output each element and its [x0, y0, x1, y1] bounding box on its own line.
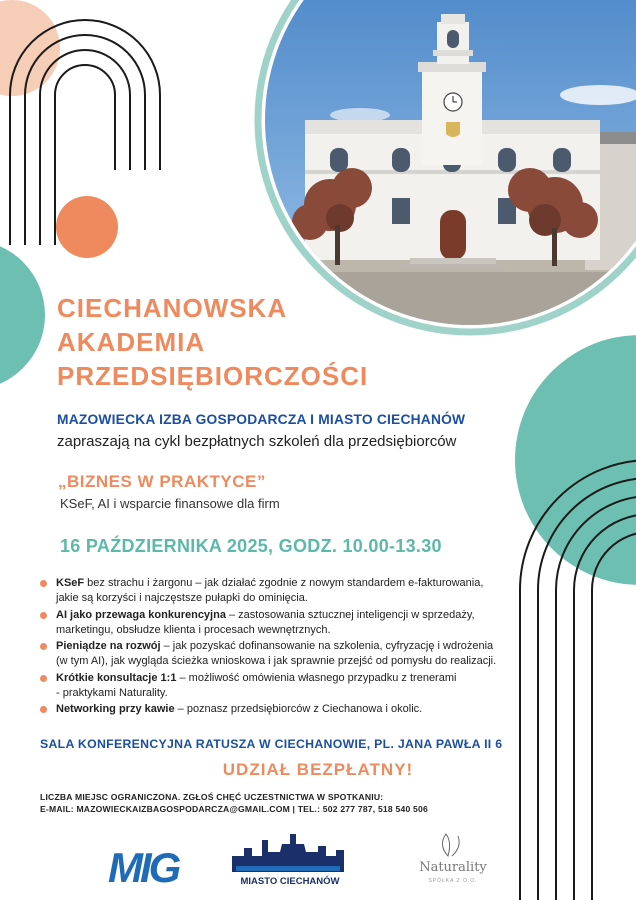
- bullet-icon: [40, 612, 47, 619]
- agenda-item-text-cont: - praktykami Naturality.: [56, 687, 168, 700]
- naturality-logo-text: Naturality: [419, 860, 487, 875]
- agenda-list: [40, 576, 600, 719]
- bullet-icon: [40, 643, 47, 650]
- mig-logo: [108, 844, 181, 891]
- agenda-item: [40, 608, 600, 639]
- agenda-item: [40, 576, 600, 607]
- title-line-3: PRZEDSIĘBIORCZOŚCI: [57, 361, 369, 391]
- agenda-item-text-cont: jakie są korzyści i najczęstsze pułapki do ominięcia.: [56, 592, 308, 605]
- title-line-2: AKADEMIA: [57, 327, 206, 357]
- agenda-item: [40, 702, 600, 717]
- agenda-item-title: Krótkie konsultacje 1:1: [56, 671, 177, 684]
- agenda-item: [40, 671, 600, 702]
- event-date: 16 PAŹDZIERNIKA 2025, GODZ. 10.00-13.30: [60, 536, 442, 556]
- agenda-item: [40, 639, 600, 670]
- teal-circle-left: [0, 240, 45, 390]
- venue: SALA KONFERENCYJNA RATUSZA W CIECHANOWIE, PL. JANA PAWŁA II 6: [40, 737, 503, 751]
- agenda-item-text-cont: marketingu, obsłudze klienta i procesach wewnętrznych.: [56, 623, 331, 636]
- bullet-icon: [40, 706, 47, 713]
- bullet-icon: [40, 675, 47, 682]
- agenda-item-title: KSeF: [56, 577, 85, 589]
- agenda-item-text: – poznasz przedsiębiorców z Ciechanowa i okolic.: [174, 703, 423, 716]
- registration-info: LICZBA MIEJSC OGRANICZONA. ZGŁOŚ CHĘĆ UCZESTNICTWA W SPOTKANIU:: [40, 792, 384, 802]
- naturality-logo-subtext: SPÓŁKA Z O.O.: [428, 878, 478, 884]
- naturality-logo-mark: [442, 834, 459, 856]
- contact-info: E-MAIL: MAZOWIECKAIZBAGOSPODARCZA@GMAIL.COM | TEL.: 502 277 787, 518 540 506: [40, 804, 428, 814]
- teal-circle-right: [515, 335, 636, 585]
- free-participation: UDZIAŁ BEZPŁATNY!: [222, 760, 414, 779]
- agenda-item-text: – zastosowania sztucznej inteligencji w sprzedaży,: [225, 608, 475, 621]
- city-logo: [232, 834, 344, 872]
- agenda-item-title: Pieniądze na rozwój: [56, 640, 161, 653]
- orange-dot: [56, 196, 118, 258]
- title-line-1: CIECHANOWSKA: [57, 293, 288, 323]
- city-logo-text: MIASTO CIECHANÓW: [240, 876, 340, 887]
- agenda-item-text: – jak pozyskać dofinansowanie na szkolenia, cyfryzację i wdrożenia: [160, 640, 494, 653]
- organizers: MAZOWIECKA IZBA GOSPODARCZA I MIASTO CIECHANÓW: [57, 412, 466, 427]
- program-title: „BIZNES W PRAKTYCE”: [58, 472, 266, 491]
- mig-logo-text: MIG: [108, 844, 179, 891]
- town-hall-photo: [250, 0, 636, 340]
- program-subtitle: KSeF, AI i wsparcie finansowe dla firm: [60, 496, 280, 511]
- agenda-item-text: – możliwość omówienia własnego przypadku z trenerami: [176, 671, 457, 684]
- agenda-item-text: bez strachu i żargonu – jak działać zgodnie z nowym standardem e-fakturowania,: [84, 577, 484, 589]
- invite-text: zapraszają na cykl bezpłatnych szkoleń dla przedsiębiorców: [57, 433, 457, 450]
- bullet-icon: [40, 580, 47, 587]
- agenda-item-title: AI jako przewaga konkurencyjna: [56, 608, 226, 621]
- agenda-item-title: Networking przy kawie: [56, 703, 175, 716]
- agenda-item-text-cont: (w tym AI), jak wygląda ścieżka wnioskowa i jak sprawnie przejść od pomysłu do realizacji.: [56, 655, 497, 668]
- peach-blob-top-left: [0, 0, 60, 96]
